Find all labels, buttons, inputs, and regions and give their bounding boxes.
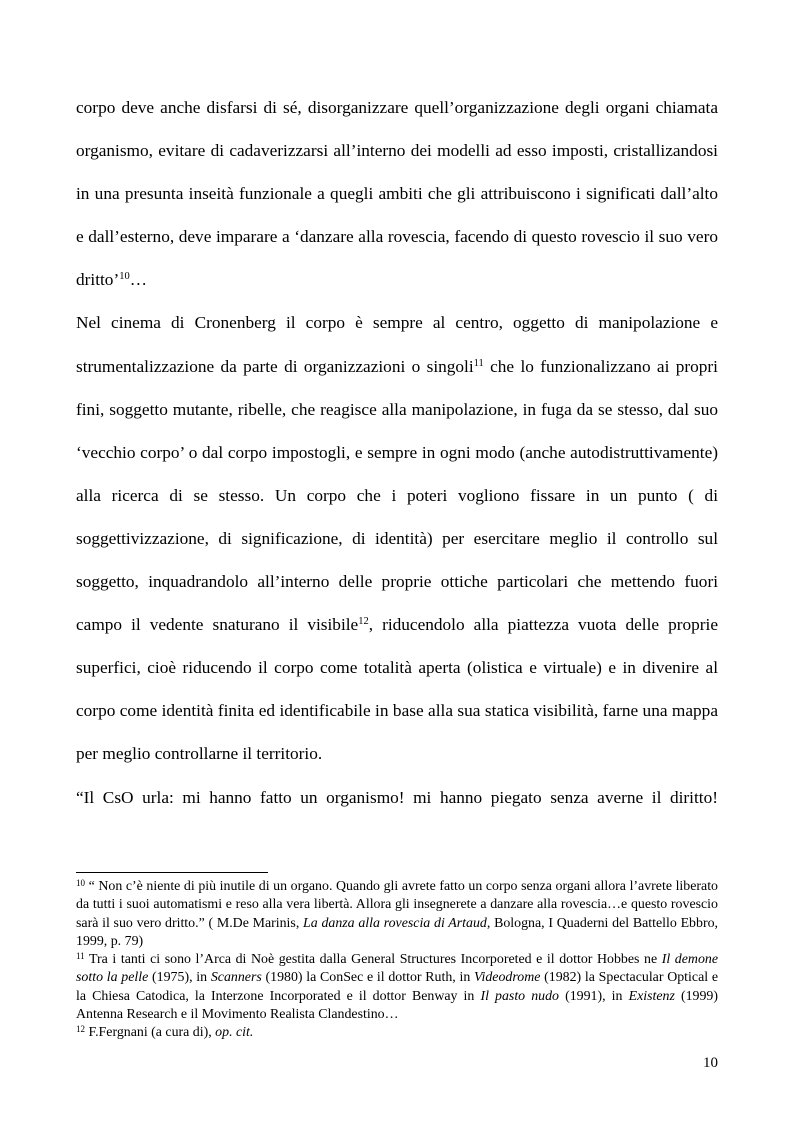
footnote-number: 10 — [76, 878, 85, 888]
paragraph-3 — [76, 776, 718, 819]
footnotes — [76, 878, 718, 1043]
footnote-text: , Bologna, I Quaderni del Battello Ebbro, 1999, p. 79) — [76, 915, 718, 949]
footnote-ref-10[interactable]: 10 — [119, 271, 130, 283]
footnote-text: (1980) la ConSec e il dottor Ruth, in — [261, 970, 475, 986]
footnote-separator — [76, 872, 268, 873]
footnote-text: (1999) Antenna Research e il Movimento Realista Clandestino… — [76, 988, 718, 1023]
footnote-11 — [76, 951, 718, 1024]
paragraph-2-text-b: che lo funzionalizzano ai propri fini, soggetto mutante, ribelle, che reagisce alla manipolazione, in fuga da se stesso, dal suo ‘vecchio corpo’ o dal corpo impostogli, e sempre in ogni modo (anche autodistruttivamente) alla ricerca di se stesso. Un corpo che i poteri vogliono fissare in un punto ( di soggettivizzazione, di significazione, di identità) per esercitare meglio il controllo sul soggetto, inquadrandolo all’interno delle proprie ottiche particolari che mettendo fuori campo il vedente snaturano il visibile — [76, 356, 718, 635]
paragraph-2 — [76, 301, 718, 775]
footnote-12 — [76, 1024, 718, 1042]
film-title: Existenz — [628, 988, 675, 1004]
footnote-text: F.Fergnani (a cura di), — [85, 1025, 216, 1041]
footnote-ref-11[interactable]: 11 — [473, 357, 484, 369]
film-title: Il demone sotto la pelle — [76, 952, 719, 986]
footnote-number: 12 — [76, 1024, 85, 1035]
paragraph-2-text-c: , riducendolo alla piattezza vuota delle proprie superfici, cioè riducendo il corpo come totalità aperta (olistica e virtuale) e in divenire al corpo come identità finita ed identificabile in base alla sua statica visibilità, farne una mappa per meglio controllarne il territorio. — [76, 615, 718, 764]
footnote-text: (1982) la Spectacular Optical e la Chiesa Catodica, la Interzone Incorporated e il dottor Benway in — [76, 970, 718, 1004]
main-text — [76, 86, 718, 819]
footnote-number: 11 — [76, 951, 85, 962]
footnote-title: op. cit. — [215, 1025, 254, 1041]
paragraph-1 — [76, 86, 718, 301]
footnote-text: (1991), in — [559, 988, 629, 1004]
footnote-title: La danza alla rovescia di Artaud — [303, 915, 487, 931]
film-title: Il pasto nudo — [480, 988, 559, 1004]
footnote-ref-12[interactable]: 12 — [358, 616, 369, 628]
paragraph-2-text-a: Nel cinema di Cronenberg il corpo è sempre al centro, oggetto di manipolazione e strumentalizzazione da parte di organizzazioni o singoli — [76, 313, 718, 376]
paragraph-1-tail: … — [129, 270, 147, 290]
footnote-text: “ Non c’è niente di più inutile di un organo. Quando gli avrete fatto un corpo senza organi allora l’avrete liberato da tutti i suoi automatismi e reso alla vera libertà. Allora gli insegnerete a danzare alla rovescia…e questo rovescio sarà il suo vero dritto.” ( M.De Marinis, — [76, 879, 718, 931]
page-number: 10 — [703, 1055, 718, 1071]
footnote-text: (1975), in — [148, 970, 211, 986]
paragraph-1-text: corpo deve anche disfarsi di sé, disorganizzare quell’organizzazione degli organi chiamata organismo, evitare di cadaverizzarsi all’interno dei modelli ad esso imposti, cristallizandosi in una presunta inseità funzionale a quegli ambiti che gli attribuiscono i significati dall’alto e dall’esterno, deve imparare a ‘danzare alla rovescia, facendo di questo rovescio il suo vero dritto’ — [76, 98, 718, 290]
paragraph-3-text: “Il CsO urla: mi hanno fatto un organismo! mi hanno piegato senza averne il diritto! — [76, 787, 718, 807]
film-title: Videodrome — [474, 970, 541, 986]
film-title: Scanners — [210, 970, 262, 986]
footnote-text: Tra i tanti ci sono l’Arca di Noè gestita dalla General Structures Incorporeted e il dottor Hobbes ne — [84, 952, 662, 968]
footnote-10 — [76, 878, 718, 951]
